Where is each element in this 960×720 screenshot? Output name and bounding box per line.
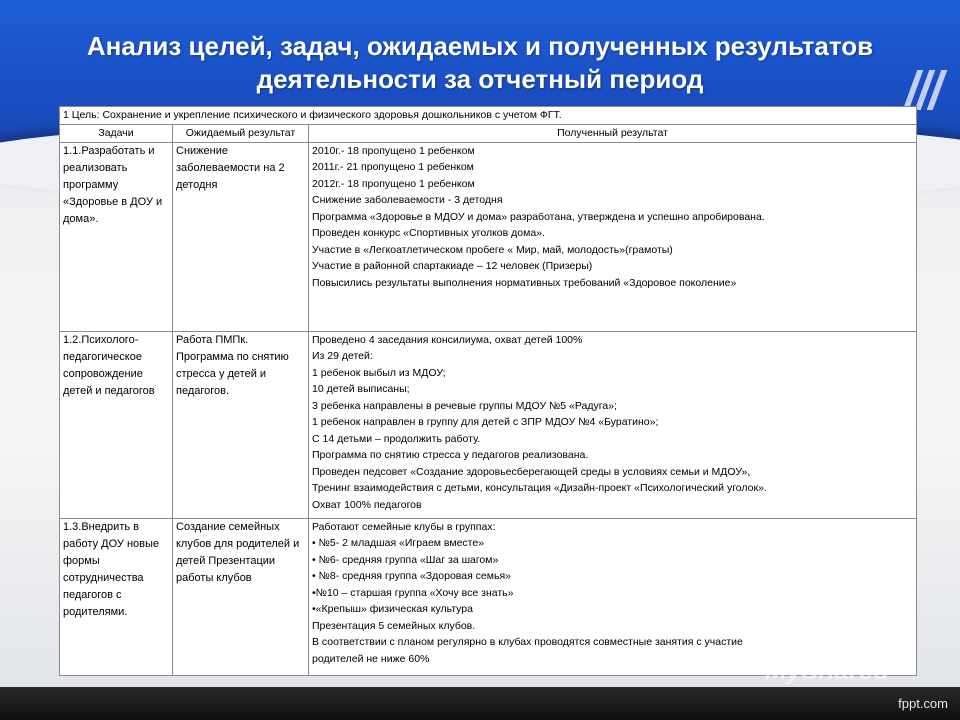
result-line: • №6- средняя группа «Шаг за шагом» <box>312 553 499 566</box>
result-line: С 14 детьми – продолжить работу. <box>312 432 481 445</box>
expected-cell: Создание семейных клубов для родителей и детей Презентации работы клубов <box>173 518 309 675</box>
result-line: Программа «Здоровье в МДОУ и дома» разработана, утверждена и успешно апробирована. <box>312 210 765 223</box>
result-line: Снижение заболеваемости - 3 детодня <box>312 194 503 206</box>
result-line: 1 ребенок выбыл из МДОУ; <box>312 366 446 379</box>
analysis-table <box>59 106 917 676</box>
result-cell <box>309 142 917 331</box>
footer-brand: fppt.com <box>898 696 948 711</box>
result-line: Охват 100% педагогов <box>312 498 422 511</box>
result-line: • №5- 2 младшая «Играем вместе» <box>312 537 485 549</box>
result-line: 10 детей выписаны; <box>312 383 410 395</box>
result-line: Проведено 4 заседания консилиума, охват детей 100% <box>312 333 583 346</box>
result-line: Работают семейные клубы в группах: <box>312 520 496 533</box>
result-line: Презентация 5 семейных клубов. <box>312 619 476 632</box>
result-line: 3 ребенка направлены в речевые группы МДОУ №5 «Радуга»; <box>312 399 617 412</box>
expected-cell: Работа ПМПк. Программа по снятию стресса у детей и педагогов. <box>173 331 309 518</box>
result-line: •«Крепыш» физическая культура <box>312 603 473 615</box>
result-line: • №8- средняя группа «Здоровая семья» <box>312 570 511 582</box>
result-cell <box>309 331 917 518</box>
result-line: Повысились результаты выполнения нормативных требований «Здоровое поколение» <box>312 276 737 289</box>
result-line: Тренинг взаимодействия с детьми, консультация «Дизайн-проект «Психологический уголок». <box>312 482 767 494</box>
result-line: 1 ребенок направлен в группу для детей с ЗПР МДОУ №4 «Буратино»; <box>312 416 659 428</box>
header-results: Полученный результат <box>309 125 917 143</box>
result-line: родителей не ниже 60% <box>312 652 430 665</box>
slide-title-line2: деятельности за отчетный период <box>256 64 704 94</box>
table-row <box>60 142 917 331</box>
result-line: 2010г.- 18 пропущено 1 ребенком <box>312 144 475 157</box>
task-cell: 1.3.Внедрить в работу ДОУ новые формы сотрудничества педагогов с родителями. <box>60 518 173 675</box>
slide-title <box>40 30 920 96</box>
result-line: Участие в районной спартакиаде – 12 человек (Призеры) <box>312 260 593 272</box>
result-line: •№10 – старшая группа «Хочу все знать» <box>312 586 514 599</box>
result-line: 2012г.- 18 пропущено 1 ребенком <box>312 177 475 190</box>
table-row <box>60 518 917 675</box>
result-cell <box>309 518 917 675</box>
result-line: Проведен педсовет «Создание здоровьесберегающей среды в условиях семьи и МДОУ», <box>312 465 751 478</box>
result-line: Из 29 детей: <box>312 350 373 362</box>
header-tasks: Задачи <box>60 125 173 143</box>
result-line: 2011г.- 21 пропущено 1 ребенком <box>312 161 474 173</box>
result-line: Проведен конкурс «Спортивных уголков дома». <box>312 227 545 239</box>
task-cell: 1.1.Разработать и реализовать программу «Здоровье в ДОУ и дома». <box>60 142 173 331</box>
result-line: Программа по снятию стресса у педагогов реализована. <box>312 449 589 461</box>
table-row <box>60 331 917 518</box>
result-line: В соответствии с планом регулярно в клубах проводятся совместные занятия с участие <box>312 636 743 648</box>
expected-cell: Снижение заболеваемости на 2 детодня <box>173 142 309 331</box>
result-line: Участие в «Легкоатлетическом пробеге « Мир, май, молодость»(грамоты) <box>312 243 673 256</box>
task-cell: 1.2.Психолого-педагогическое сопровождение детей и педагогов <box>60 331 173 518</box>
goal-cell: 1 Цель: Сохранение и укрепление психического и физического здоровья дошкольников с учетом ФГТ. <box>60 107 917 125</box>
watermark-logo: MyShared <box>765 655 890 685</box>
footer-bar <box>0 687 960 720</box>
header-expected: Ожидаемый результат <box>173 125 309 143</box>
slide-title-line1: Анализ целей, задач, ожидаемых и полученных результатов <box>86 31 874 61</box>
